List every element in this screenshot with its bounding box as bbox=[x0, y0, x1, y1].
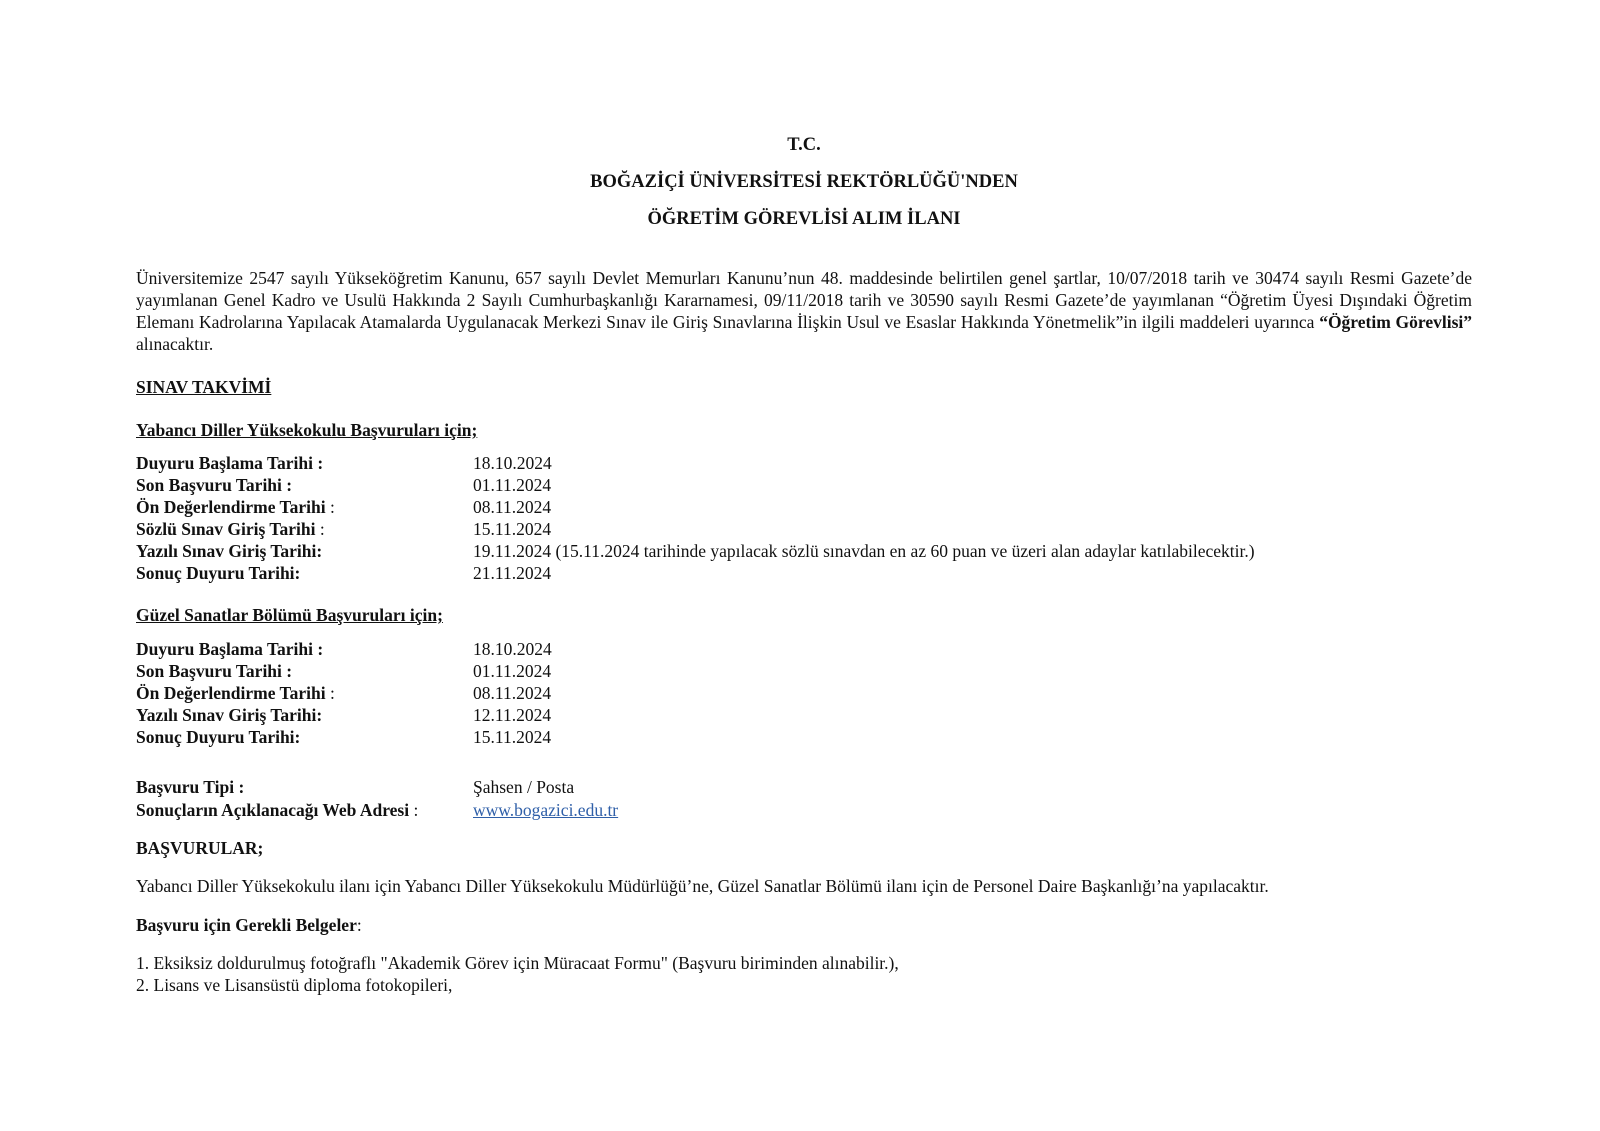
ydy-row-oral-exam: Sözlü Sınav Giriş Tarihi : 15.11.2024 bbox=[136, 519, 552, 539]
documents-title: Başvuru için Gerekli Belgeler bbox=[136, 915, 357, 935]
header-announcement-title: ÖĞRETİM GÖREVLİSİ ALIM İLANI bbox=[647, 209, 961, 229]
row-value: 18.10.2024 bbox=[473, 639, 552, 659]
row-value: 08.11.2024 bbox=[473, 683, 552, 703]
ydy-section-title: Yabancı Diller Yüksekokulu Başvuruları için; bbox=[136, 420, 478, 440]
row-label: Sonuç Duyuru Tarihi: bbox=[136, 727, 301, 747]
intro-tail: alınacaktır. bbox=[136, 334, 214, 354]
row-label: Sözlü Sınav Giriş Tarihi bbox=[136, 519, 316, 539]
row-label: Son Başvuru Tarihi : bbox=[136, 475, 293, 495]
ydy-row-announcement bbox=[136, 452, 1472, 474]
ydy-row-deadline bbox=[136, 474, 1472, 496]
intro-text: Üniversitemize 2547 sayılı Yükseköğretim Kanunu, 657 sayılı Devlet Memurları Kanunu’nun 48. maddesinde belirtilen genel şartlar, 10/07/2018 tarih ve 30474 sayılı Resmi Gazete’de yayımlanan Genel Kadro ve Usulü Hakkında 2 Sayılı Cumhurbaşkanlığı Kararnamesi, 09/11/2018 tarih ve 30590 sayılı Resmi Gazete’de yayımlanan “Öğretim Üyesi Dışındaki Öğretim Elemanı Kadrolarına Yapılacak Atamalarda Uygulanacak Merkezi Sınav ile Giriş Sınavlarına İlişkin Usul ve Esaslar Hakkında Yönetmelik”in ilgili maddeleri uyarınca bbox=[136, 268, 1472, 332]
documents-item-1: 1. Eksiksiz doldurulmuş fotoğraflı "Akademik Görev için Müracaat Formu" (Başvuru biriminden alınabilir.), bbox=[136, 953, 899, 973]
exam-calendar-title: SINAV TAKVİMİ bbox=[136, 377, 272, 397]
row-label: Ön Değerlendirme Tarihi bbox=[136, 683, 326, 703]
documents-item-2: 2. Lisans ve Lisansüstü diploma fotokopileri, bbox=[136, 975, 453, 995]
gsb-row-announcement bbox=[136, 638, 1472, 660]
row-value: 15.11.2024 bbox=[473, 727, 552, 747]
application-type-label: Başvuru Tipi : bbox=[136, 777, 245, 797]
ydy-row-written-exam bbox=[136, 540, 1472, 562]
header-university: BOĞAZİÇİ ÜNİVERSİTESİ REKTÖRLÜĞÜ'NDEN bbox=[590, 172, 1018, 192]
ydy-row-preliminary: Ön Değerlendirme Tarihi : 08.11.2024 bbox=[136, 497, 552, 517]
row-label: Sonuç Duyuru Tarihi: bbox=[136, 563, 301, 583]
gsb-row-deadline bbox=[136, 660, 1472, 682]
row-value: 15.11.2024 bbox=[473, 519, 552, 539]
ydy-row-results bbox=[136, 562, 1472, 584]
gsb-row-written-exam bbox=[136, 704, 1472, 726]
gsb-row-results bbox=[136, 726, 1472, 748]
gsb-row-preliminary: Ön Değerlendirme Tarihi : 08.11.2024 bbox=[136, 683, 552, 703]
row-label: Son Başvuru Tarihi : bbox=[136, 661, 293, 681]
row-value: 01.11.2024 bbox=[473, 475, 552, 495]
row-value: 18.10.2024 bbox=[473, 453, 552, 473]
results-web-row: Sonuçların Açıklanacağı Web Adresi : www.bogazici.edu.tr bbox=[136, 800, 619, 820]
ydy-schedule bbox=[136, 452, 1472, 584]
row-value: 08.11.2024 bbox=[473, 497, 552, 517]
row-value: 12.11.2024 bbox=[473, 705, 552, 725]
header-tc: T.C. bbox=[787, 135, 821, 155]
intro-bold-position: “Öğretim Görevlisi” bbox=[1319, 312, 1472, 332]
documents-heading: Başvuru için Gerekli Belgeler: bbox=[136, 915, 362, 935]
row-value: 19.11.2024 (15.11.2024 tarihinde yapılacak sözlü sınavdan en az 60 puan ve üzeri alan adaylar katılabilecektir.) bbox=[473, 541, 1255, 561]
row-value: 01.11.2024 bbox=[473, 661, 552, 681]
gsb-section-title: Güzel Sanatlar Bölümü Başvuruları için; bbox=[136, 605, 443, 625]
applications-title: BAŞVURULAR; bbox=[136, 838, 264, 858]
application-type-row bbox=[136, 776, 1472, 798]
gsb-schedule bbox=[136, 638, 1472, 748]
row-label: Yazılı Sınav Giriş Tarihi: bbox=[136, 541, 323, 561]
row-label: Duyuru Başlama Tarihi : bbox=[136, 453, 324, 473]
row-label: Ön Değerlendirme Tarihi bbox=[136, 497, 326, 517]
intro-paragraph bbox=[136, 267, 1472, 355]
applications-text: Yabancı Diller Yüksekokulu ilanı için Yabancı Diller Yüksekokulu Müdürlüğü’ne, Güzel Sanatlar Bölümü ilanı için de Personel Daire Başkanlığı’na yapılacaktır. bbox=[136, 876, 1269, 896]
results-web-label: Sonuçların Açıklanacağı Web Adresi bbox=[136, 800, 410, 820]
row-label: Yazılı Sınav Giriş Tarihi: bbox=[136, 705, 323, 725]
row-label: Duyuru Başlama Tarihi : bbox=[136, 639, 324, 659]
application-type-value: Şahsen / Posta bbox=[473, 777, 575, 797]
application-info bbox=[136, 776, 1472, 821]
row-value: 21.11.2024 bbox=[473, 563, 552, 583]
results-web-link[interactable]: www.bogazici.edu.tr bbox=[473, 800, 619, 820]
